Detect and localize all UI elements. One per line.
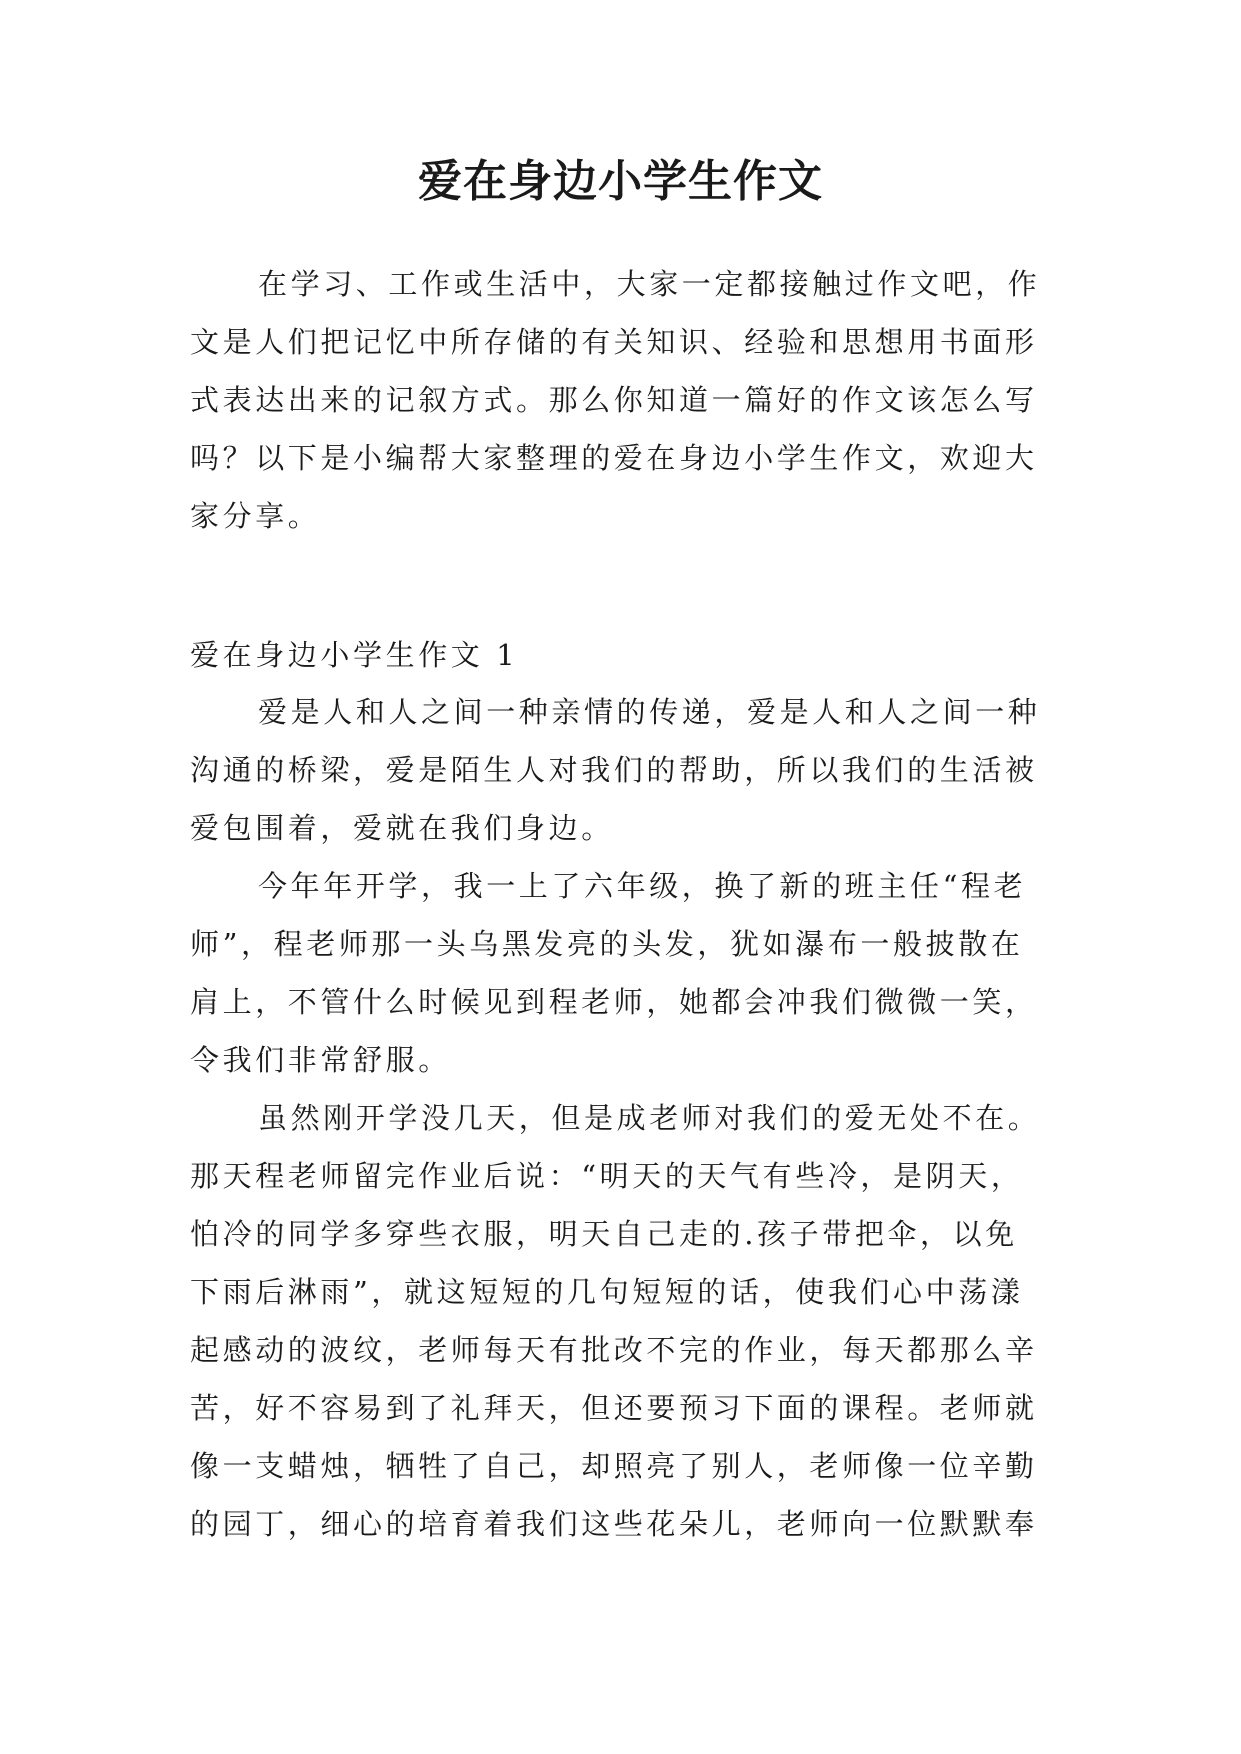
paragraph-3-line-2: 那天程老师留完作业后说：“明天的天气有些冷，是阴天， xyxy=(190,1159,1024,1193)
paragraph-3-line-6: 苦，好不容易到了礼拜天，但还要预习下面的课程。老师就 xyxy=(190,1391,1038,1425)
paragraph-3-line-8: 的园丁，细心的培育着我们这些花朵儿，老师向一位默默奉 xyxy=(190,1507,1038,1541)
intro-line-1: 在学习、工作或生活中，大家一定都接触过作文吧，作 xyxy=(258,267,1041,301)
intro-line-2: 文是人们把记忆中所存储的有关知识、经验和思想用书面形 xyxy=(190,325,1038,359)
paragraph-3-line-3: 怕冷的同学多穿些衣服，明天自己走的.孩子带把伞，以免 xyxy=(190,1217,1018,1251)
paragraph-3-line-7: 像一支蜡烛，牺牲了自己，却照亮了别人，老师像一位辛勤 xyxy=(190,1449,1038,1483)
paragraph-2-line-2: 师”，程老师那一头乌黑发亮的头发，犹如瀑布一般披散在 xyxy=(190,927,1024,961)
intro-line-4: 吗？以下是小编帮大家整理的爱在身边小学生作文，欢迎大 xyxy=(190,441,1038,475)
intro-line-3: 式表达出来的记叙方式。那么你知道一篇好的作文该怎么写 xyxy=(190,383,1038,417)
paragraph-1-line-3: 爱包围着，爱就在我们身边。 xyxy=(190,811,614,845)
paragraph-2-line-3: 肩上，不管什么时候见到程老师，她都会冲我们微微一笑， xyxy=(190,985,1038,1019)
section-heading: 爱在身边小学生作文 1 xyxy=(190,638,519,672)
intro-line-5: 家分享。 xyxy=(190,499,321,533)
paragraph-1-line-2: 沟通的桥梁，爱是陌生人对我们的帮助，所以我们的生活被 xyxy=(190,753,1038,787)
paragraph-2-line-4: 令我们非常舒服。 xyxy=(190,1043,451,1077)
paragraph-3-line-5: 起感动的波纹，老师每天有批改不完的作业，每天都那么辛 xyxy=(190,1333,1038,1367)
document-title: 爱在身边小学生作文 xyxy=(418,156,823,207)
paragraph-1-line-1: 爱是人和人之间一种亲情的传递，爱是人和人之间一种 xyxy=(258,695,1041,729)
paragraph-2-line-1: 今年年开学，我一上了六年级，换了新的班主任“程老 xyxy=(258,869,1027,903)
paragraph-3-line-4: 下雨后淋雨”，就这短短的几句短短的话，使我们心中荡漾 xyxy=(190,1275,1024,1309)
paragraph-3-line-1: 虽然刚开学没几天，但是成老师对我们的爱无处不在。 xyxy=(258,1101,1041,1135)
